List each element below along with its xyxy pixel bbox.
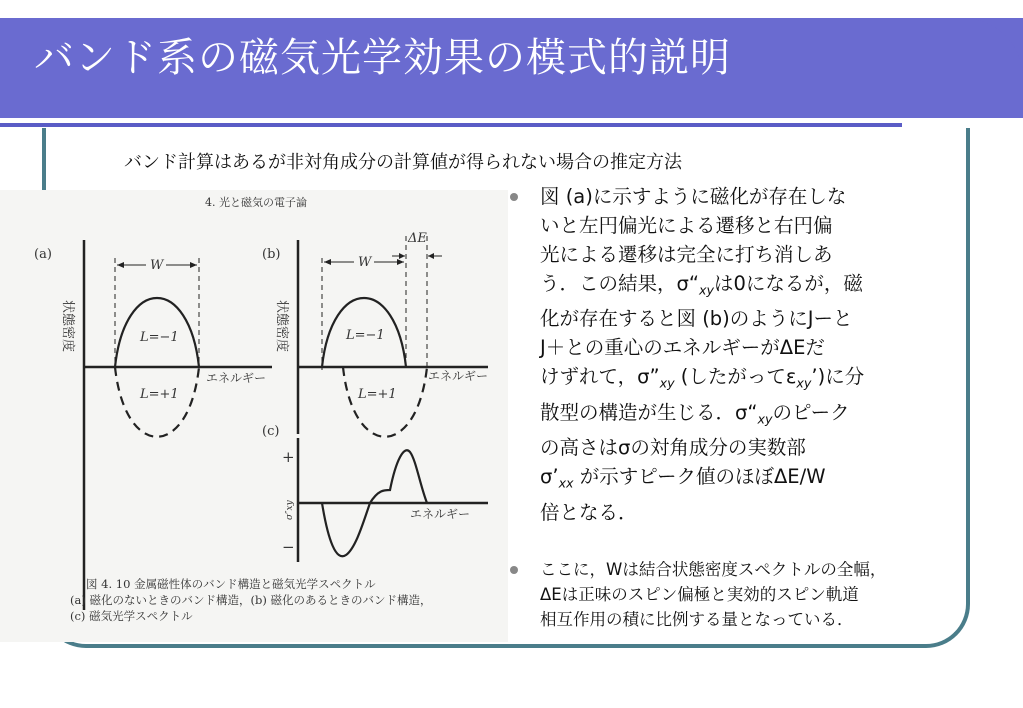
bullet-item-explanation xyxy=(510,182,930,527)
bullet-dot-icon xyxy=(510,566,518,574)
figure-caption-c: (c) 磁気光学スペクトル xyxy=(70,609,193,623)
energy-label-b: エネルギー xyxy=(428,369,489,383)
bullet1-line: 図 (a)に示すように磁化が存在しな xyxy=(540,185,847,208)
bullet1-line: 光による遷移は完全に打ち消しあ xyxy=(540,243,833,266)
delta-e-arrowhead-left xyxy=(399,253,405,259)
bullet1-line: う．この結果，$\sigma“_{xy}$は0になるが，磁 xyxy=(540,272,863,298)
label-c: (c) xyxy=(262,424,280,439)
bullet-list xyxy=(510,182,930,632)
c-minus-sign: − xyxy=(282,538,295,556)
bullet-item-definitions xyxy=(510,557,930,632)
energy-label-c: エネルギー xyxy=(410,507,471,521)
w-label-a: W xyxy=(150,258,164,273)
bullet1-line: 散型の構造が生じる．$\sigma“_{xy}$のピーク xyxy=(540,400,850,427)
label-b: (b) xyxy=(262,247,281,262)
bullet1-line: の高さはσの対角成分の実数部 xyxy=(540,436,806,460)
band-structure-figure xyxy=(0,190,508,642)
bullet1-line: 化が存在すると図 (b)のようにJーと xyxy=(540,307,853,331)
bullet1-line: $\sigma’_{xx}$ が示すピーク値のほぼΔE/W xyxy=(540,465,826,491)
bullet1-line: 倍となる． xyxy=(540,500,638,524)
delta-e-label: ΔE xyxy=(408,231,427,246)
bullet2-line: ここに，Wは結合状態密度スペクトルの全幅， xyxy=(540,559,887,579)
w-label-b: W xyxy=(358,255,372,270)
energy-label-a: エネルギー xyxy=(206,371,267,385)
figure-header: 4. 光と磁気の電子論 xyxy=(205,196,307,209)
figure-caption-title: 図 4. 10 金属磁性体のバンド構造と磁気光学スペクトル xyxy=(86,577,376,591)
bullet1-line: けずれて，$\sigma”_{xy}$ (したがって$\varepsilon_{xy}$’)に分 xyxy=(540,365,865,391)
bullet1-line: いと左円偏光による遷移と右円偏 xyxy=(540,214,833,237)
label-a: (a) xyxy=(34,247,52,262)
dos-axis-label-b: 状態密度 xyxy=(274,300,289,353)
w-arrowhead-left-a xyxy=(117,262,124,268)
figure-caption-ab: (a) 磁化のないときのバンド構造，(b) 磁化のあるときのバンド構造， xyxy=(70,593,432,607)
l-minus-b: L=−1 xyxy=(346,328,385,343)
slide-subtitle: バンド計算はあるが非対角成分の計算値が得られない場合の推定方法 xyxy=(124,152,682,173)
l-minus-a: L=−1 xyxy=(140,330,179,345)
bullet2-line: ΔEは正味のスピン偏極と実効的スピン軌道 xyxy=(540,584,859,604)
l-plus-b: L=+1 xyxy=(358,387,397,402)
dos-axis-label-a: 状態密度 xyxy=(60,300,75,353)
l-plus-a: L=+1 xyxy=(140,387,179,402)
w-arrowhead-left-b xyxy=(324,259,331,265)
bullet1-line: J＋との重心のエネルギーがΔEだ xyxy=(540,336,825,360)
c-plus-sign: + xyxy=(282,448,295,466)
slide-title: バンド系の磁気光学効果の模式的説明 xyxy=(34,35,731,81)
bullet-dot-icon xyxy=(510,193,518,201)
w-arrowhead-right-a xyxy=(190,262,197,268)
w-arrowhead-right-b xyxy=(397,259,404,265)
title-underline xyxy=(0,123,902,127)
sigma-axis-label: σ″xy xyxy=(285,500,295,520)
delta-e-arrowhead-right xyxy=(428,253,434,259)
bullet2-line: 相互作用の積に比例する量となっている． xyxy=(540,609,854,629)
